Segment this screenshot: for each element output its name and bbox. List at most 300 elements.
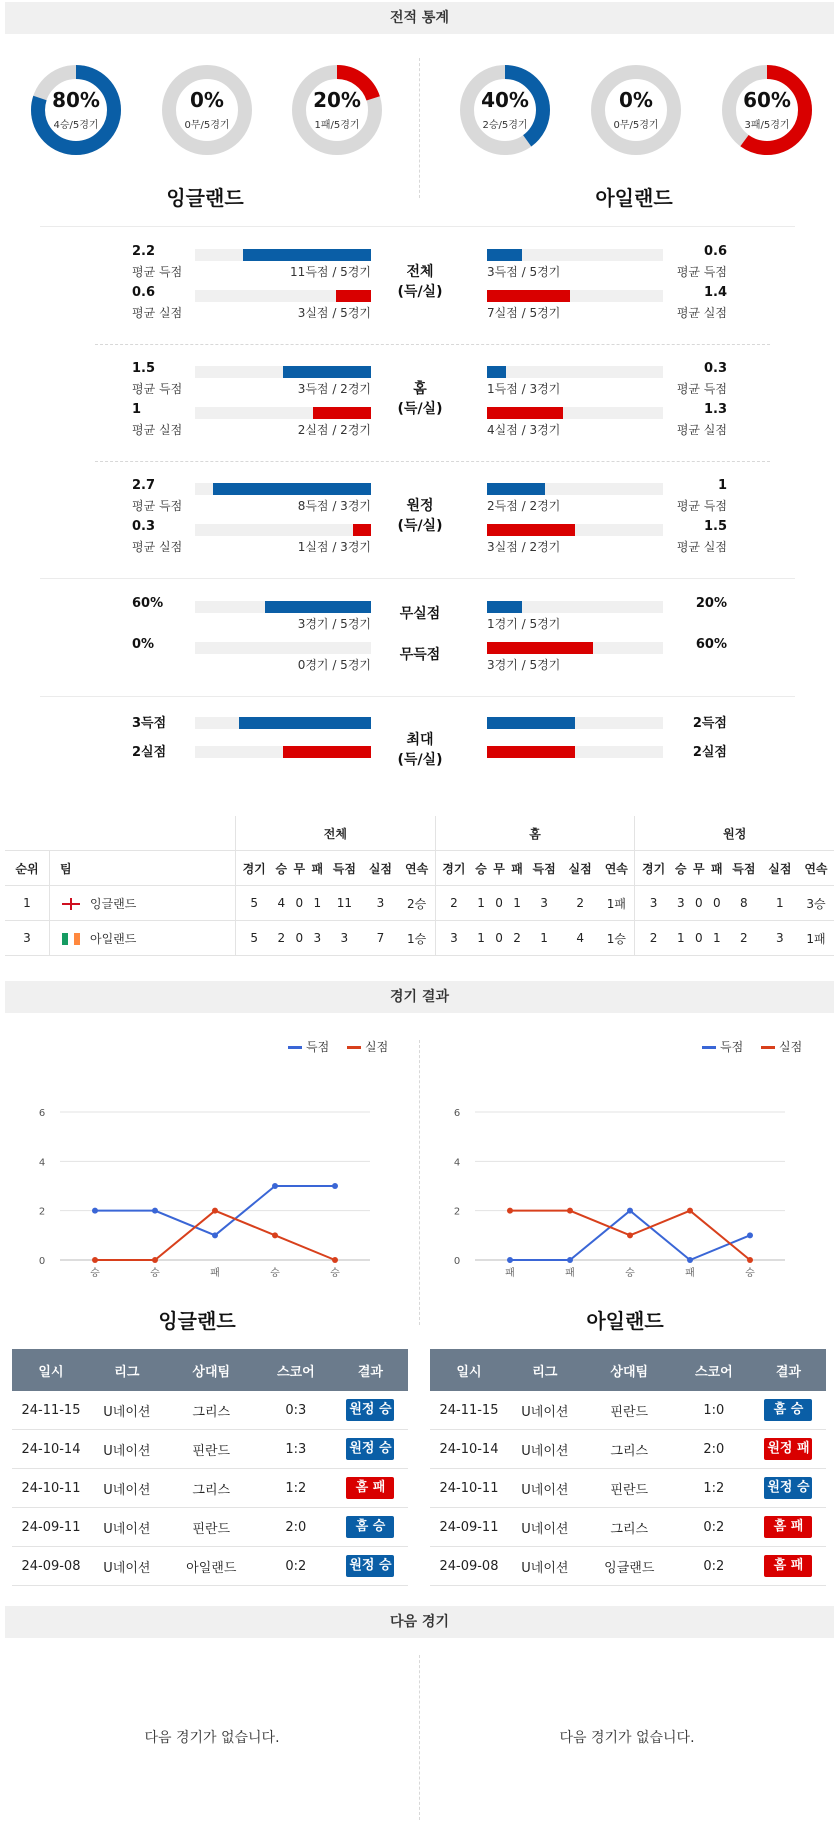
col-header: 패 [511, 861, 523, 876]
stat-cell: 1 [776, 896, 784, 910]
home-count: 3득점 / 2경기 [297, 382, 371, 396]
rank-cell: 1 [5, 886, 50, 921]
away-bar-track [487, 366, 663, 378]
y-tick-label: 4 [38, 1157, 46, 1169]
away-bar [487, 642, 593, 654]
col-header: 리그 [508, 1349, 582, 1391]
col-header: 승 [275, 861, 288, 876]
stat-cell: 5 [250, 931, 258, 945]
date-cell: 24-09-08 [430, 1547, 508, 1586]
col-header: 무 [693, 861, 705, 876]
home-bar [283, 366, 371, 378]
data-point[interactable] [92, 1257, 98, 1263]
away-value: 60% [695, 637, 727, 652]
away-count: 1득점 / 3경기 [487, 382, 561, 396]
result-cell [751, 1469, 826, 1508]
y-tick-label: 0 [38, 1256, 46, 1267]
chart-legend-home [288, 1038, 388, 1055]
section-header-results: 경기 결과 [5, 981, 834, 1013]
rank-cell: 3 [5, 921, 50, 956]
stat-cell: 1승 [598, 921, 635, 956]
stat-cell: 0 [295, 931, 304, 945]
data-point[interactable] [332, 1183, 338, 1189]
standings-table [5, 816, 834, 956]
home-count: 3경기 / 5경기 [297, 617, 371, 631]
home-donut-1 [28, 62, 124, 158]
compare-label: 전체 (득/실) [397, 264, 443, 300]
compare-label: 최대 (득/실) [397, 732, 443, 768]
legend-conceded: 실점 [365, 1040, 389, 1054]
date-cell: 24-09-08 [12, 1547, 90, 1586]
home-team-name: 잉글랜드 [158, 1309, 236, 1333]
home-count: 11득점 / 5경기 [290, 265, 371, 279]
col-header: 경기 [642, 861, 666, 876]
home-label: 평균 득점 [132, 382, 183, 396]
col-header: 일시 [430, 1349, 508, 1391]
divider [419, 1655, 420, 1820]
table-row[interactable] [430, 1469, 826, 1508]
no-next-match-home: 다음 경기가 없습니다. [144, 1730, 280, 1746]
away-bar [487, 366, 506, 378]
away-value: 20% [695, 596, 727, 611]
donut-percent: 80% [52, 88, 100, 112]
col-header: 순위 [5, 851, 50, 886]
legend-swatch-scored [702, 1046, 716, 1049]
donut-percent: 0% [190, 88, 224, 112]
legend-scored: 득점 [306, 1040, 330, 1054]
section-header-stats: 전적 통계 [5, 2, 834, 34]
home-label: 평균 득점 [132, 499, 183, 513]
away-bar [487, 524, 575, 536]
stat-cell: 2 [576, 896, 584, 910]
col-header: 결과 [333, 1349, 408, 1391]
england-flag-icon [62, 898, 80, 910]
col-header: 패 [311, 861, 324, 876]
compare-label: 무실점 [399, 606, 441, 622]
stat-cell: 3승 [806, 896, 826, 911]
home-value: 0.3 [132, 519, 156, 534]
team-name: 아일랜드 [90, 931, 137, 946]
away-bar [487, 249, 522, 261]
score-cell: 2:0 [259, 1508, 333, 1547]
home-value: 2.2 [132, 244, 156, 259]
divider [40, 226, 795, 227]
opponent-cell: 그리스 [582, 1430, 677, 1469]
stat-cell: 3 [376, 896, 385, 910]
away-value: 0.6 [703, 244, 727, 259]
table-row[interactable] [430, 1391, 826, 1430]
divider [40, 578, 795, 579]
home-count: 3실점 / 5경기 [297, 306, 371, 320]
results-header [12, 1349, 408, 1391]
away-donut-3 [719, 62, 815, 158]
legend-swatch-scored [288, 1046, 302, 1049]
home-label: 평균 실점 [132, 306, 183, 320]
stat-cell: 3 [540, 896, 548, 910]
stat-cell: 2 [450, 896, 458, 910]
stat-cell: 2 [513, 931, 521, 945]
donut-subtext: 0무/5경기 [184, 120, 230, 131]
col-header: 연속 [398, 851, 435, 886]
data-point[interactable] [212, 1232, 218, 1238]
x-tick-label: 패 [685, 1268, 695, 1279]
away-value: 1 [717, 478, 727, 493]
data-point[interactable] [507, 1257, 513, 1263]
league-cell: U네이션 [90, 1547, 164, 1586]
compare-label: 무득점 [399, 647, 441, 663]
col-header: 연속 [804, 861, 828, 876]
table-row[interactable] [12, 1469, 408, 1508]
opponent-cell: 그리스 [582, 1508, 677, 1547]
away-label: 평균 득점 [676, 382, 727, 396]
stat-cell: 3 [340, 931, 349, 945]
home-value: 2실점 [132, 745, 167, 760]
result-badge: 홈 승 [764, 1399, 812, 1421]
col-header: 스코어 [259, 1349, 333, 1391]
data-point[interactable] [272, 1232, 278, 1238]
donut-subtext: 3패/5경기 [744, 120, 790, 131]
home-bar [265, 601, 371, 613]
col-header: 연속 [598, 851, 635, 886]
away-donut-1 [457, 62, 553, 158]
date-cell: 24-09-11 [12, 1508, 90, 1547]
compare-label: 원정 (득/실) [397, 498, 443, 534]
away-team-name: 아일랜드 [595, 186, 673, 210]
group-header: 전체 [236, 816, 436, 851]
result-badge: 홈 패 [764, 1516, 812, 1538]
table-row[interactable] [12, 1391, 408, 1430]
col-header: 스코어 [677, 1349, 751, 1391]
stat-cell: 2 [649, 931, 658, 945]
away-value: 2득점 [692, 716, 727, 731]
score-cell: 0:3 [259, 1391, 333, 1430]
x-tick-label: 승 [90, 1268, 100, 1279]
stat-cell: 0 [713, 896, 721, 910]
result-cell [751, 1430, 826, 1469]
score-cell: 1:3 [259, 1430, 333, 1469]
date-cell: 24-09-11 [430, 1508, 508, 1547]
result-badge: 원정 승 [764, 1477, 812, 1499]
standings-group-header [5, 816, 834, 851]
league-cell: U네이션 [508, 1391, 582, 1430]
stat-cell: 1 [540, 931, 548, 945]
legend-scored: 득점 [720, 1040, 744, 1054]
results-table-home [12, 1349, 408, 1586]
result-cell [751, 1508, 826, 1547]
y-tick-label: 6 [38, 1108, 46, 1119]
result-badge: 원정 승 [346, 1399, 394, 1421]
stat-cell: 1패 [598, 886, 635, 921]
x-tick-label: 패 [210, 1268, 220, 1279]
data-point[interactable] [152, 1257, 158, 1263]
table-row[interactable] [5, 886, 834, 921]
col-header: 실점 [768, 861, 792, 876]
away-bar [487, 601, 522, 613]
table-row[interactable] [430, 1508, 826, 1547]
table-row[interactable] [430, 1547, 826, 1586]
team-name: 잉글랜드 [90, 896, 137, 911]
data-point[interactable] [212, 1208, 218, 1214]
away-count: 3득점 / 5경기 [487, 265, 561, 279]
away-label: 평균 실점 [676, 540, 727, 554]
home-bar [313, 407, 371, 419]
opponent-cell: 핀란드 [582, 1469, 677, 1508]
y-tick-label: 0 [453, 1256, 461, 1267]
table-row[interactable] [5, 921, 834, 956]
opponent-cell: 아일랜드 [164, 1547, 259, 1586]
col-header: 실점 [368, 861, 392, 876]
team-cell [50, 886, 236, 921]
stat-cell: 2 [277, 931, 286, 945]
league-cell: U네이션 [508, 1547, 582, 1586]
result-badge: 원정 승 [346, 1438, 394, 1460]
col-header: 경기 [442, 861, 466, 876]
home-bar [353, 524, 371, 536]
col-header: 경기 [242, 861, 266, 876]
away-value: 1.4 [703, 285, 727, 300]
x-tick-label: 승 [625, 1268, 635, 1279]
result-badge: 홈 패 [346, 1477, 394, 1499]
col-header: 무 [493, 861, 505, 876]
league-cell: U네이션 [508, 1508, 582, 1547]
result-badge: 홈 승 [346, 1516, 394, 1538]
stat-cell: 7 [376, 931, 385, 945]
league-cell: U네이션 [90, 1469, 164, 1508]
results-header [430, 1349, 826, 1391]
col-header: 득점 [332, 861, 356, 876]
stat-cell: 3 [649, 896, 658, 910]
donut-subtext: 0무/5경기 [613, 120, 659, 131]
divider [419, 1040, 420, 1325]
donut-subtext: 1패/5경기 [314, 120, 360, 131]
legend-swatch-conceded [347, 1046, 361, 1049]
away-bar [487, 717, 575, 729]
col-header: 상대팀 [582, 1349, 677, 1391]
table-row[interactable] [12, 1547, 408, 1586]
result-cell [751, 1391, 826, 1430]
stat-cell: 1승 [398, 921, 435, 956]
score-cell: 2:0 [677, 1430, 751, 1469]
stat-cell: 3 [450, 931, 458, 945]
stat-cell: 1 [713, 931, 721, 945]
standings-col-header [5, 851, 834, 886]
home-value: 2.7 [132, 478, 156, 493]
donut-percent: 20% [313, 88, 361, 112]
stat-cell: 3 [313, 931, 322, 945]
result-badge: 홈 패 [764, 1555, 812, 1577]
team-cell [50, 921, 236, 956]
home-count: 2실점 / 2경기 [297, 423, 371, 437]
home-label: 평균 실점 [132, 540, 183, 554]
home-value: 3득점 [132, 716, 167, 731]
home-label: 평균 실점 [132, 423, 183, 437]
away-label: 평균 실점 [676, 423, 727, 437]
away-count: 7실점 / 5경기 [487, 306, 561, 320]
x-tick-label: 패 [565, 1268, 575, 1279]
result-cell [333, 1430, 408, 1469]
date-cell: 24-11-15 [430, 1391, 508, 1430]
league-cell: U네이션 [508, 1469, 582, 1508]
away-value: 2실점 [692, 745, 727, 760]
away-value: 0.3 [703, 361, 727, 376]
away-bar [487, 290, 570, 302]
data-point[interactable] [567, 1208, 573, 1214]
col-header: 상대팀 [164, 1349, 259, 1391]
data-point[interactable] [332, 1257, 338, 1263]
line-chart-home [30, 1100, 410, 1290]
col-header: 리그 [90, 1349, 164, 1391]
donut-percent: 0% [619, 88, 653, 112]
away-team-name: 아일랜드 [586, 1309, 664, 1333]
home-value: 0.6 [132, 285, 156, 300]
data-point[interactable] [747, 1257, 753, 1263]
home-count: 8득점 / 3경기 [297, 499, 371, 513]
date-cell: 24-10-14 [12, 1430, 90, 1469]
stat-cell: 3 [676, 896, 685, 910]
away-label: 평균 득점 [676, 265, 727, 279]
data-point[interactable] [627, 1232, 633, 1238]
date-cell: 24-10-11 [430, 1469, 508, 1508]
x-tick-label: 승 [745, 1268, 755, 1279]
away-count: 3실점 / 2경기 [487, 540, 561, 554]
results-table-away [430, 1349, 826, 1586]
col-header: 득점 [732, 861, 756, 876]
home-bar [336, 290, 371, 302]
data-point[interactable] [567, 1257, 573, 1263]
opponent-cell: 그리스 [164, 1391, 259, 1430]
donut-percent: 60% [743, 88, 791, 112]
home-bar [283, 746, 371, 758]
away-bar [487, 483, 545, 495]
away-value: 1.5 [703, 519, 727, 534]
col-header: 승 [475, 861, 487, 876]
col-header: 팀 [50, 851, 236, 886]
no-next-match-away: 다음 경기가 없습니다. [559, 1730, 695, 1746]
legend-conceded: 실점 [779, 1040, 803, 1054]
section-header-next: 다음 경기 [5, 1606, 834, 1638]
table-row[interactable] [430, 1430, 826, 1469]
league-cell: U네이션 [90, 1430, 164, 1469]
x-tick-label: 승 [270, 1268, 280, 1279]
opponent-cell: 핀란드 [164, 1508, 259, 1547]
divider [95, 344, 770, 345]
away-bar [487, 407, 563, 419]
away-count: 1경기 / 5경기 [487, 617, 561, 631]
y-tick-label: 6 [453, 1108, 461, 1119]
compare-label: 홈 (득/실) [397, 381, 443, 417]
col-header: 득점 [532, 861, 556, 876]
home-bar-track [195, 524, 371, 536]
result-cell [333, 1547, 408, 1586]
score-cell: 1:2 [259, 1469, 333, 1508]
col-header: 패 [711, 861, 723, 876]
x-tick-label: 승 [150, 1268, 160, 1279]
score-cell: 0:2 [259, 1547, 333, 1586]
home-value: 1.5 [132, 361, 156, 376]
away-count: 3경기 / 5경기 [487, 658, 561, 672]
stat-cell: 4 [576, 931, 584, 945]
col-header: 결과 [751, 1349, 826, 1391]
donut-subtext: 4승/5경기 [53, 120, 99, 131]
away-label: 평균 득점 [676, 499, 727, 513]
stat-cell: 2승 [398, 886, 435, 921]
data-point[interactable] [152, 1208, 158, 1214]
result-badge: 원정 승 [346, 1555, 394, 1577]
stat-cell: 2 [740, 931, 748, 945]
home-value: 60% [132, 596, 164, 611]
away-bar [487, 746, 575, 758]
ireland-flag-icon [62, 933, 80, 945]
home-bar [213, 483, 371, 495]
stat-cell: 5 [250, 896, 258, 910]
away-label: 평균 실점 [676, 306, 727, 320]
stat-cell: 0 [694, 896, 703, 910]
date-cell: 24-11-15 [12, 1391, 90, 1430]
donut-subtext: 2승/5경기 [482, 120, 528, 131]
score-cell: 1:2 [677, 1469, 751, 1508]
y-tick-label: 4 [453, 1157, 461, 1169]
stat-cell: 1패 [806, 931, 826, 946]
chart-legend-away [702, 1038, 802, 1055]
data-point[interactable] [627, 1208, 633, 1214]
home-bar [239, 717, 371, 729]
data-point[interactable] [747, 1232, 753, 1238]
donut-percent: 40% [481, 88, 529, 112]
score-cell: 0:2 [677, 1547, 751, 1586]
stat-cell: 8 [740, 896, 748, 910]
table-row[interactable] [12, 1508, 408, 1547]
col-header: 일시 [12, 1349, 90, 1391]
group-header: 홈 [435, 816, 635, 851]
opponent-cell: 잉글랜드 [582, 1547, 677, 1586]
result-cell [333, 1508, 408, 1547]
data-point[interactable] [272, 1183, 278, 1189]
away-count: 2득점 / 2경기 [487, 499, 561, 513]
group-header: 원정 [723, 826, 747, 841]
x-tick-label: 패 [505, 1268, 515, 1279]
divider [40, 696, 795, 697]
stat-cell: 0 [295, 896, 304, 910]
home-value: 0% [132, 637, 155, 652]
away-value: 1.3 [703, 402, 727, 417]
home-team-name: 잉글랜드 [166, 186, 244, 210]
league-cell: U네이션 [90, 1508, 164, 1547]
home-count: 1실점 / 3경기 [297, 540, 371, 554]
stat-cell: 1 [513, 896, 521, 910]
table-row[interactable] [12, 1430, 408, 1469]
col-header: 승 [674, 861, 687, 876]
score-cell: 1:0 [677, 1391, 751, 1430]
stat-cell: 1 [477, 896, 485, 910]
home-value: 1 [132, 402, 142, 417]
result-badge: 원정 패 [764, 1438, 812, 1460]
stat-cell: 11 [336, 896, 353, 910]
stat-cell: 1 [313, 896, 322, 910]
data-point[interactable] [507, 1208, 513, 1214]
opponent-cell: 그리스 [164, 1469, 259, 1508]
opponent-cell: 핀란드 [582, 1391, 677, 1430]
y-tick-label: 2 [453, 1206, 461, 1218]
home-donut-3 [289, 62, 385, 158]
data-point[interactable] [687, 1208, 693, 1214]
opponent-cell: 핀란드 [164, 1430, 259, 1469]
stat-cell: 0 [495, 931, 503, 945]
divider [95, 461, 770, 462]
data-point[interactable] [687, 1257, 693, 1263]
score-cell: 0:2 [677, 1508, 751, 1547]
data-point[interactable] [92, 1208, 98, 1214]
stat-cell: 0 [495, 896, 503, 910]
